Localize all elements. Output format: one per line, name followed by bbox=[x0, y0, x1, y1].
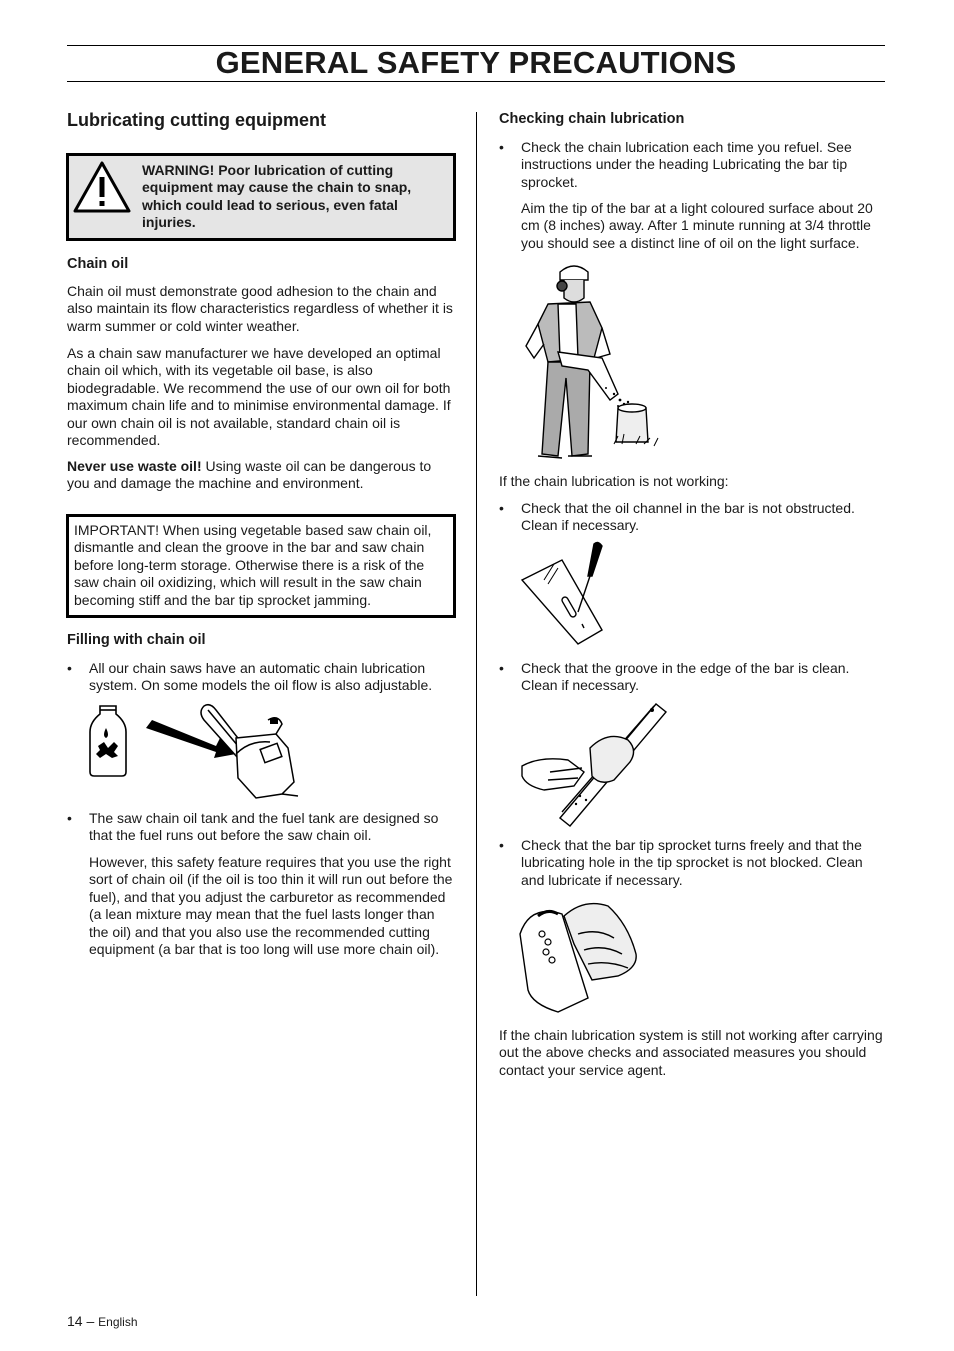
bullet-dot: • bbox=[67, 810, 72, 826]
waste-oil-paragraph bbox=[67, 458, 455, 493]
important-text: IMPORTANT! When using vegetable based saw chain oil, dismantle and clean the groove in the bar and saw chain before long-term storage. Otherwise there is a risk of the saw chain oil oxidizing, which will result in the saw chain becoming stiff and the bar tip sprocket jamming. bbox=[74, 522, 432, 608]
groove-cleaning-illustration bbox=[520, 700, 670, 828]
filling-bullet-2-text: The saw chain oil tank and the fuel tank are designed so that the fuel runs out before the saw chain oil. bbox=[89, 810, 439, 844]
warning-triangle-icon bbox=[73, 161, 131, 213]
checking-bullet-1-text: Check the chain lubrication each time you refuel. See instructions under the heading Lubricating the bar tip sprocket. bbox=[521, 139, 852, 190]
warning-text: WARNING! Poor lubrication of cutting equipment may cause the chain to snap, which could lead to serious, even fatal injuries. bbox=[142, 162, 412, 231]
page-footer bbox=[67, 1312, 138, 1331]
column-divider bbox=[476, 112, 477, 1296]
if-not-working-text: If the chain lubrication is not working: bbox=[499, 473, 729, 489]
chain-oil-heading: Chain oil bbox=[67, 256, 129, 272]
important-box bbox=[66, 514, 456, 618]
filling-bullet-2-continuation: However, this safety feature requires that you use the right sort of chain oil (if the oil is too thin it will run out before the fuel), and that you adjust the carburetor as recommended (a lean mixture may mean that the fuel lasts longer than the oil) and that you also use the recommended cutting equipment (a bar that is too long will use more chain oil). bbox=[89, 854, 453, 958]
footer-language: English bbox=[98, 1315, 138, 1329]
warning-box bbox=[66, 153, 456, 241]
checking-bullet-1-continuation: Aim the tip of the bar at a light coloured surface about 20 cm (8 inches) away. After 1 minute running at 3/4 throttle you should see a distinct line of oil on the light surface. bbox=[521, 200, 873, 251]
operator-with-chainsaw-illustration bbox=[518, 258, 664, 464]
header-rule-bottom bbox=[67, 81, 885, 82]
checking-bullet-3-text: Check that the groove in the edge of the bar is clean. Clean if necessary. bbox=[521, 660, 850, 694]
bullet-dot: • bbox=[499, 837, 504, 853]
chain-oil-paragraph-1: Chain oil must demonstrate good adhesion to the chain and also maintain its flow characteristics regardless of whether it is warm summer or cold winter weather. bbox=[67, 283, 453, 334]
section-title: Lubricating cutting equipment bbox=[67, 110, 326, 130]
bullet-dot: • bbox=[499, 660, 504, 676]
waste-oil-bold: Never use waste oil! bbox=[67, 458, 202, 474]
chain-oil-paragraph-2: As a chain saw manufacturer we have developed an optimal chain oil which, with its vegetable oil base, is also biodegradable. We recommend the use of our own oil for both maximum chain life and to minimise environmental damage. If our own chain oil is not available, standard chain oil is recommended. bbox=[67, 345, 451, 449]
page-title: GENERAL SAFETY PRECAUTIONS bbox=[215, 45, 737, 80]
filling-heading: Filling with chain oil bbox=[67, 632, 206, 648]
oil-filling-illustration bbox=[86, 698, 308, 802]
oil-channel-cleaning-illustration bbox=[518, 540, 612, 652]
checking-bullet-2-text: Check that the oil channel in the bar is not obstructed. Clean if necessary. bbox=[521, 500, 855, 534]
bullet-dot: • bbox=[499, 500, 504, 516]
waste-oil-text: Using waste oil can be dangerous to you and damage the machine and environment. bbox=[67, 458, 432, 492]
checking-heading: Checking chain lubrication bbox=[499, 111, 685, 127]
filling-bullet-1-text: All our chain saws have an automatic chain lubrication system. On some models the oil flow is also adjustable. bbox=[89, 660, 433, 694]
page-number: 14 – bbox=[67, 1313, 95, 1329]
tip-sprocket-illustration bbox=[518, 894, 644, 1018]
bullet-dot: • bbox=[67, 660, 72, 676]
bullet-dot: • bbox=[499, 139, 504, 155]
closing-paragraph: If the chain lubrication system is still not working after carrying out the above checks and associated measures you should contact your service agent. bbox=[499, 1027, 883, 1078]
checking-bullet-4-text: Check that the bar tip sprocket turns freely and that the lubricating hole in the tip sprocket is not blocked. Clean and lubricate if necessary. bbox=[521, 837, 863, 888]
